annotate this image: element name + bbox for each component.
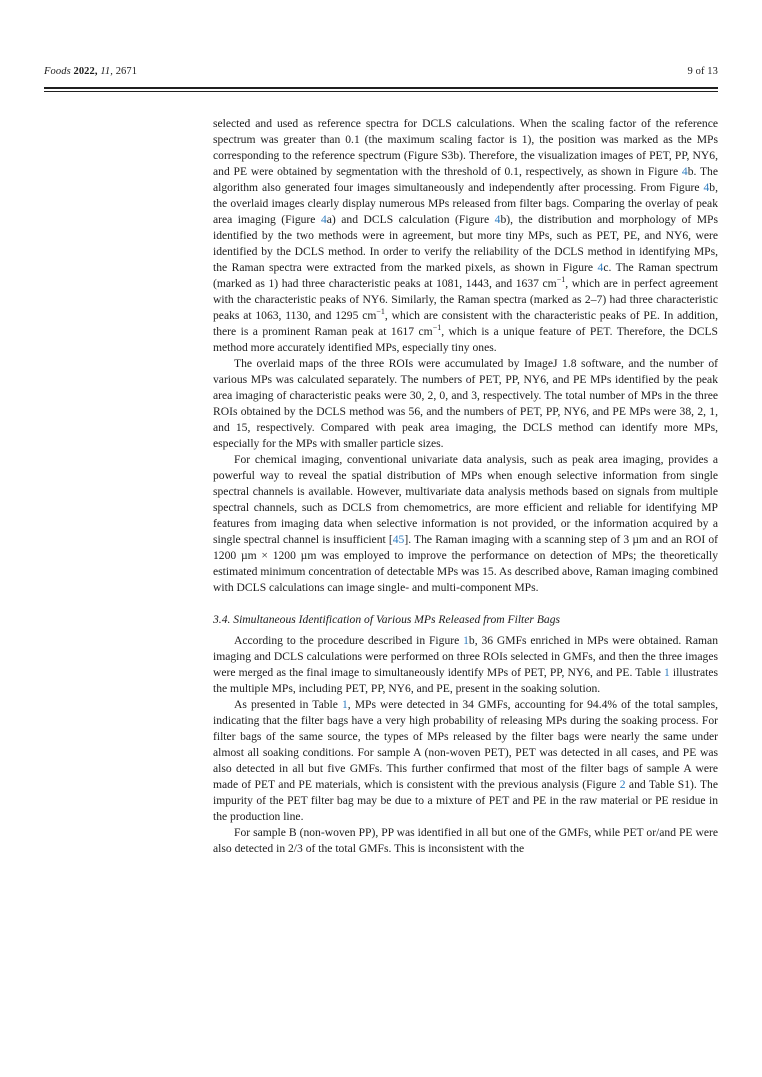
crossref-link[interactable]: 1: [463, 634, 469, 647]
crossref-link[interactable]: 1: [664, 666, 670, 679]
crossref-link[interactable]: 4: [320, 213, 327, 226]
text-run: For chemical imaging, conventional univariate data analysis, such as peak area imaging, provides a powerful way to reveal the spatial distribution of MPs when enough selective information from single spectral channels is available. However, multivariate data analysis methods based on signals from multiple spectral channels, such as DCLS from chemometrics, are more efficient and reliable for identifying MP features from imaging data when selective information is not provided, or the information acquired by a single spectral channel is insufficient [: [213, 453, 718, 546]
crossref-link[interactable]: 4: [494, 213, 501, 226]
superscript-exponent: −1: [556, 275, 566, 285]
header-divider-rule: [44, 87, 718, 92]
superscript-exponent: −1: [432, 323, 442, 333]
text-run: , MPs were detected in 34 GMFs, accounting for 94.4% of the total samples, indicating that the filter bags have a very high probability of releasing MPs during the soaking process. For filter bags of the same source, the types of MPs released by the filter bags were nearly the same under almost all soaking conditions. For sample A (non-woven PET), PET was detected in all cases, and PE was also detected in all but five GMFs. This further confirmed that most of the filter bags of sample A were made of PET and PE materials, which is consistent with the previous analysis (Figure: [213, 698, 718, 791]
text-run: , which is a unique feature of PET. Therefore, the DCLS method more accurately identified MPs, especially tiny ones.: [213, 325, 718, 354]
text-run: As presented in Table: [234, 698, 342, 711]
crossref-link[interactable]: 45: [392, 533, 405, 546]
section-heading: 3.4. Simultaneous Identification of Various MPs Released from Filter Bags: [213, 613, 561, 626]
crossref-link[interactable]: 1: [341, 698, 348, 711]
paragraph: [213, 697, 718, 825]
journal-name: Foods: [44, 66, 71, 77]
text-run: b), the distribution and morphology of MPs identified by the two methods were in agreement, but more tiny MPs, such as PET, PE, and NY6, were identified by the DCLS method. In order to verify the reliability of the DCLS method in identifying MPs, the Raman spectra were extracted from the marked pixels, as shown in Figure: [213, 213, 719, 274]
text-run: For sample B (non-woven PP), PP was identified in all but one of the GMFs, while PET or/and PE were also detected in 2/3 of the total GMFs. This is inconsistent with the: [213, 826, 718, 855]
paragraph: [213, 116, 718, 356]
text-run: and Table S1). The impurity of the PET filter bag may be due to a mixture of PET and PE in the raw material or PE residue in the production line.: [213, 778, 718, 823]
citation-article-number: 2671: [115, 66, 138, 77]
page-header: [44, 66, 718, 77]
crossref-link[interactable]: 4: [703, 181, 710, 194]
crossref-link[interactable]: 4: [597, 261, 604, 274]
paragraph: [213, 452, 718, 596]
text-run: , which are in perfect agreement with the characteristic peaks of NY6. Similarly, the Raman spectra (marked as 2–7) had three characteristic peaks at 1063, 1130, and 1295 cm: [213, 277, 719, 322]
journal-citation: [44, 66, 137, 77]
paragraph: [213, 825, 718, 857]
text-run: b, 36 GMFs enriched in MPs were obtained. Raman imaging and DCLS calculations were performed on three ROIs selected in GMFs, and then the three images were merged as the final image to simultaneously identify MPs of PET, PP, NY6, and PE. Table: [213, 634, 718, 679]
text-run: b. The algorithm also generated four images simultaneously and independently after processing. From Figure: [213, 165, 718, 194]
crossref-link[interactable]: 4: [681, 165, 688, 178]
paragraph: [213, 633, 718, 697]
text-run: ]. The Raman imaging with a scanning step of 3 µm and an ROI of 1200 µm × 1200 µm was employed to improve the performance on detection of MPs; the theoretically estimated minimum concentration of detectable MPs was 15. As described above, Raman imaging combined with DCLS calculations can image single- and multi-component MPs.: [213, 533, 718, 594]
citation-year: 2022,: [70, 66, 101, 77]
paragraph: [213, 356, 718, 452]
superscript-exponent: −1: [376, 307, 385, 317]
article-body: [213, 116, 718, 857]
citation-volume: 11,: [100, 66, 116, 77]
crossref-link[interactable]: 2: [619, 778, 626, 791]
text-run: a) and DCLS calculation (Figure: [326, 213, 495, 226]
text-run: , which are consistent with the characteristic peaks of PE. In addition, there is a prominent Raman peak at 1617 cm: [213, 309, 718, 338]
text-run: selected and used as reference spectra for DCLS calculations. When the scaling factor of the reference spectrum was greater than 0.1 (the maximum scaling factor is 1), the position was marked as the MPs corresponding to the reference spectrum (Figure S3b). Therefore, the visualization images of PET, PP, NY6, and PE were obtained by segmentation with the threshold of 0.1, respectively, as shown in Figure: [213, 117, 718, 178]
text-run: illustrates the multiple MPs, including PET, PP, NY6, and PE, present in the soaking solution.: [213, 666, 719, 695]
text-run: According to the procedure described in Figure: [234, 634, 464, 647]
page-number-label: 9 of 13: [687, 66, 718, 77]
text-run: b, the overlaid images clearly display numerous MPs released from filter bags. Comparing the overlay of peak area imaging (Figure: [213, 181, 718, 226]
text-run: c. The Raman spectrum (marked as 1) had three characteristic peaks at 1081, 1443, and 1637 cm: [213, 261, 718, 290]
text-run: The overlaid maps of the three ROIs were accumulated by ImageJ 1.8 software, and the number of various MPs was calculated separately. The numbers of PET, PP, NY6, and PE MPs identified by the peak area imaging of characteristic peaks were 30, 2, 0, and 3, respectively. The total number of MPs in the three ROIs obtained by the DCLS method was 56, and the numbers of PET, PP, NY6, and PE MPs were 38, 2, 1, and 15, respectively. Compared with peak area imaging, the DCLS method can identify more MPs, especially for the MPs with smaller particle sizes.: [213, 357, 718, 450]
